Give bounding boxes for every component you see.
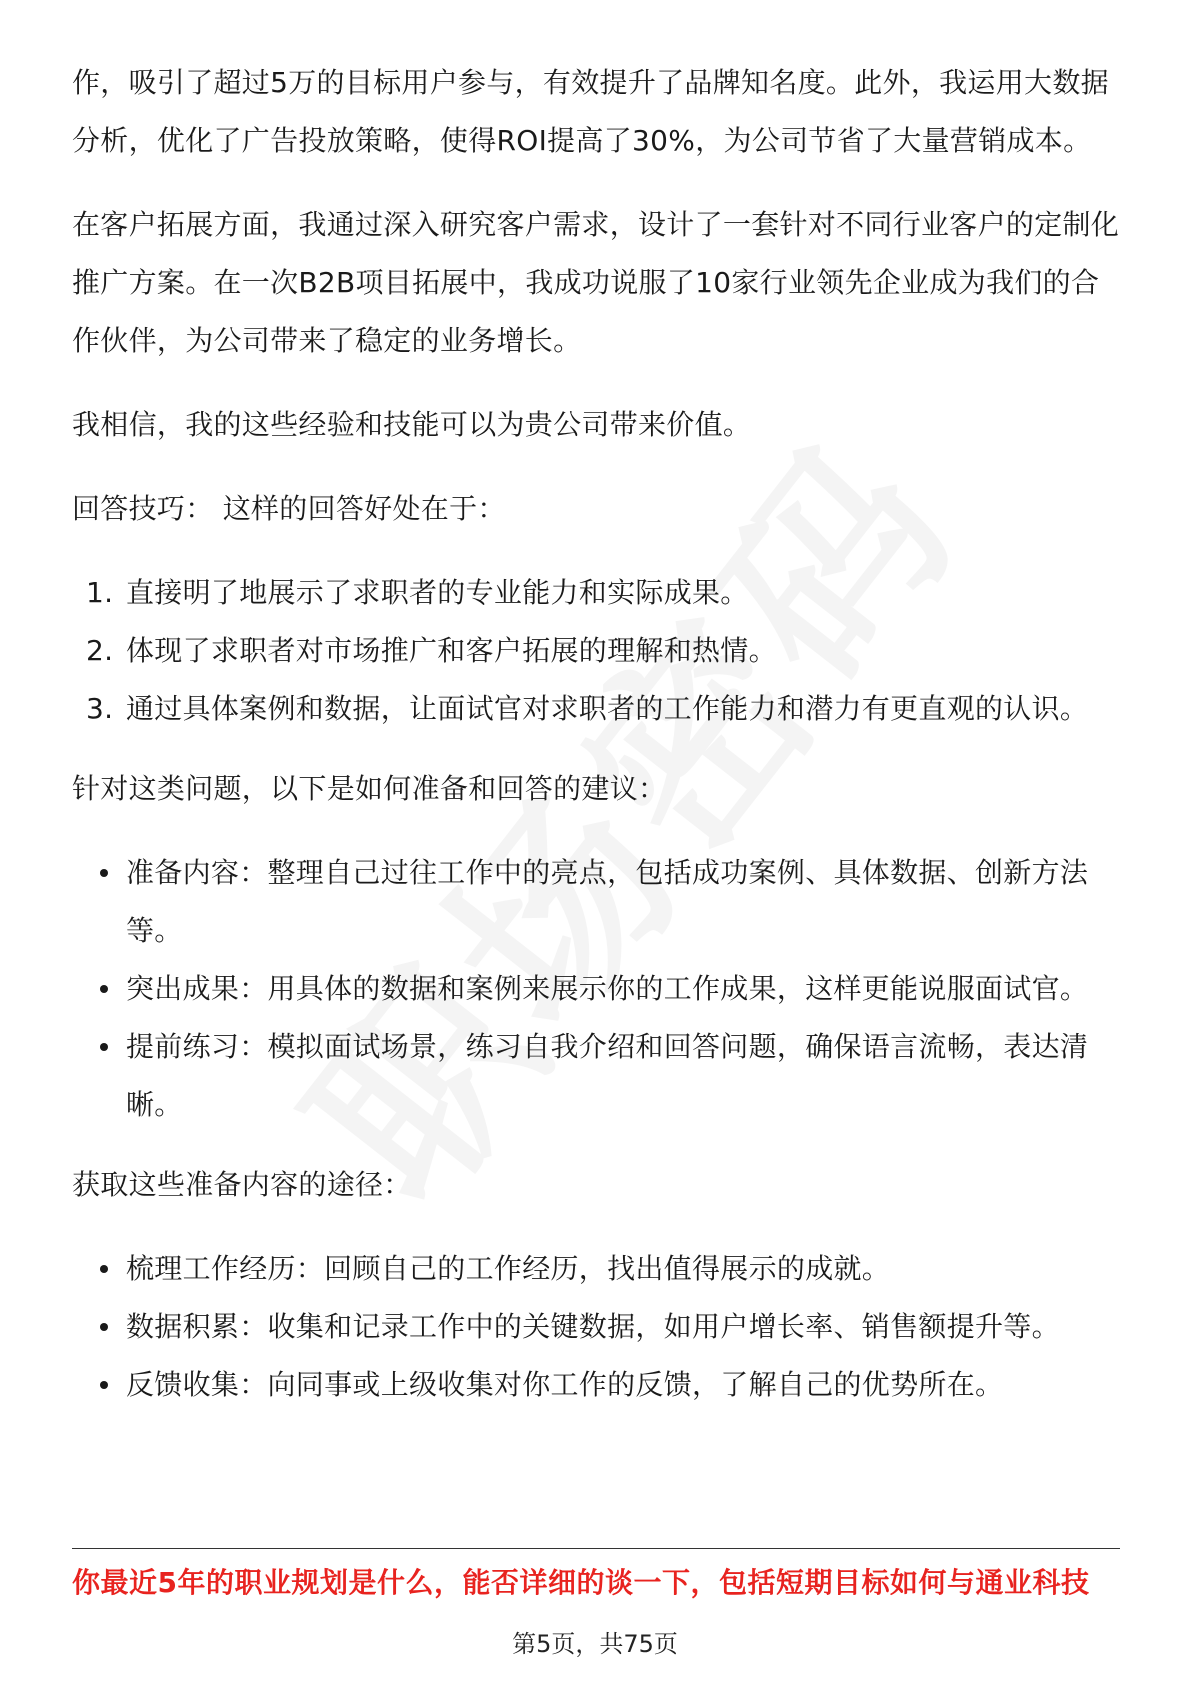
paragraph-closing-statement: 我相信，我的这些经验和技能可以为贵公司带来价值。	[72, 408, 752, 441]
list-item-text: 准备内容：整理自己过往工作中的亮点，包括成功案例、具体数据、创新方法等。	[126, 856, 1089, 947]
list-number: 2.	[86, 634, 114, 667]
list-item-text: 通过具体案例和数据，让面试官对求职者的工作能力和潜力有更直观的认识。	[126, 692, 1089, 725]
list-item	[72, 844, 1120, 960]
bullet-icon	[100, 1381, 108, 1389]
bullet-icon	[100, 985, 108, 993]
list-item	[72, 1240, 1120, 1298]
list-item	[72, 960, 1120, 1018]
advice-intro: 针对这类问题，以下是如何准备和回答的建议：	[72, 772, 667, 805]
list-item	[72, 1356, 1120, 1414]
advice-list	[72, 844, 1120, 1134]
list-item-text: 数据积累：收集和记录工作中的关键数据，如用户增长率、销售额提升等。	[126, 1310, 1060, 1343]
sources-list	[72, 1240, 1120, 1414]
next-question-heading: 你最近5年的职业规划是什么，能否详细的谈一下，包括短期目标如何与通业科技	[72, 1566, 1090, 1599]
list-item-text: 梳理工作经历：回顾自己的工作经历，找出值得展示的成就。	[126, 1252, 891, 1285]
benefits-list	[72, 564, 1120, 738]
list-item-text: 突出成果：用具体的数据和案例来展示你的工作成果，这样更能说服面试官。	[126, 972, 1089, 1005]
bullet-icon	[100, 1323, 108, 1331]
list-number: 1.	[86, 576, 114, 609]
paragraph-marketing-results: 作，吸引了超过5万的目标用户参与，有效提升了品牌知名度。此外，我运用大数据分析，优化了广告投放策略，使得ROI提高了30%，为公司节省了大量营销成本。	[72, 66, 1109, 157]
list-item	[72, 564, 1120, 622]
page-content	[72, 54, 1120, 1436]
list-item	[72, 622, 1120, 680]
list-item	[72, 1018, 1120, 1134]
list-item	[72, 680, 1120, 738]
paragraph-client-expansion: 在客户拓展方面，我通过深入研究客户需求，设计了一套针对不同行业客户的定制化推广方案。在一次B2B项目拓展中，我成功说服了10家行业领先企业成为我们的合作伙伴，为公司带来了稳定的业务增长。	[72, 208, 1120, 357]
bullet-icon	[100, 869, 108, 877]
sources-intro: 获取这些准备内容的途径：	[72, 1168, 412, 1201]
list-number: 3.	[86, 692, 114, 725]
list-item-text: 反馈收集：向同事或上级收集对你工作的反馈，了解自己的优势所在。	[126, 1368, 1004, 1401]
section-divider	[72, 1548, 1120, 1549]
list-item-text: 提前练习：模拟面试场景，练习自我介绍和回答问题，确保语言流畅，表达清晰。	[126, 1030, 1089, 1121]
list-item	[72, 1298, 1120, 1356]
page-number: 第5页，共75页	[512, 1630, 678, 1658]
list-item-text: 直接明了地展示了求职者的专业能力和实际成果。	[126, 576, 749, 609]
bullet-icon	[100, 1043, 108, 1051]
bullet-icon	[100, 1265, 108, 1273]
tips-intro: 回答技巧： 这样的回答好处在于：	[72, 492, 506, 525]
list-item-text: 体现了求职者对市场推广和客户拓展的理解和热情。	[126, 634, 777, 667]
